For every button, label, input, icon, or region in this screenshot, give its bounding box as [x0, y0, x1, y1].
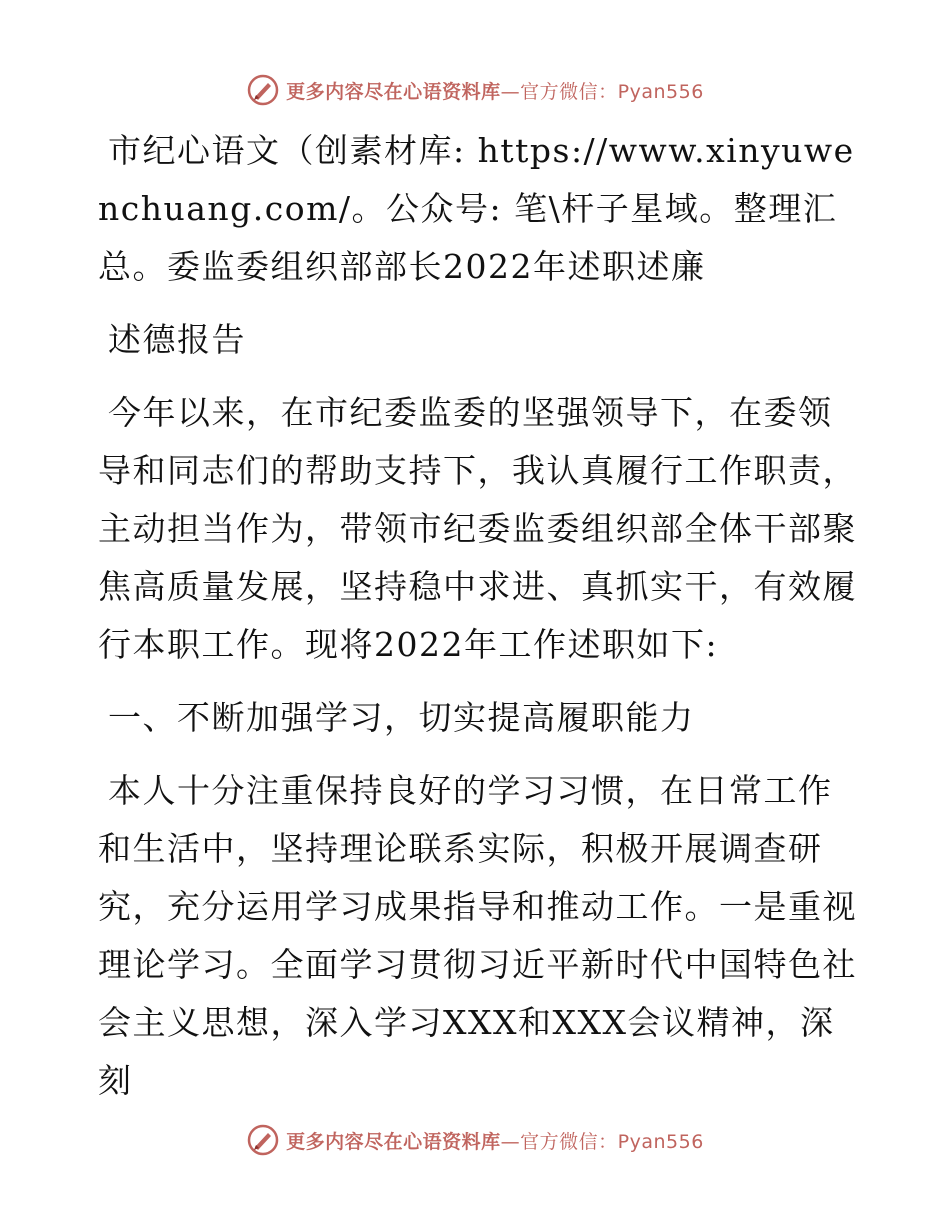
- watermark-text: [286, 77, 704, 104]
- watermark-text: [286, 1127, 704, 1154]
- pen-logo-icon: [246, 73, 280, 107]
- doc-subtitle: 述德报告: [108, 320, 246, 359]
- body-paragraph: 本人十分注重保持良好的学习习惯，在日常工作和生活中，坚持理论联系实际，积极开展调查研究，充分运用学习成果指导和推动工作。一是重视理论学习。全面学习贯彻习近平新时代中国特色社会主义思想，深入学习XXX和XXX会议精神，深刻: [98, 771, 857, 1100]
- header-watermark: [0, 70, 950, 110]
- watermark-lead: 更多内容尽在心语资料库: [286, 80, 501, 103]
- pen-logo-icon: [246, 1123, 280, 1157]
- watermark-dash: —: [500, 1130, 521, 1153]
- watermark-wechat: 官方微信：Pyan556: [520, 80, 704, 103]
- footer-watermark: [0, 1120, 950, 1160]
- section-heading: 一、不断加强学习，切实提高履职能力: [108, 698, 695, 737]
- document-body: [98, 122, 858, 1125]
- intro-paragraph: 今年以来，在市纪委监委的坚强领导下，在委领导和同志们的帮助支持下，我认真履行工作职责，主动担当作为，带领市纪委监委组织部全体干部聚焦高质量发展，坚持稳中求进、真抓实干，有效履行本职工作。现将2022年工作述职如下:: [98, 393, 857, 664]
- doc-title-paragraph: 市纪心语文（创素材库: https://www.xinyuwenchuang.com/。公众号: 笔\杆子星域。整理汇总。委监委组织部部长2022年述职述廉: [98, 131, 855, 286]
- watermark-lead: 更多内容尽在心语资料库: [286, 1130, 501, 1153]
- watermark-dash: —: [500, 80, 521, 103]
- watermark-wechat: 官方微信：Pyan556: [520, 1130, 704, 1153]
